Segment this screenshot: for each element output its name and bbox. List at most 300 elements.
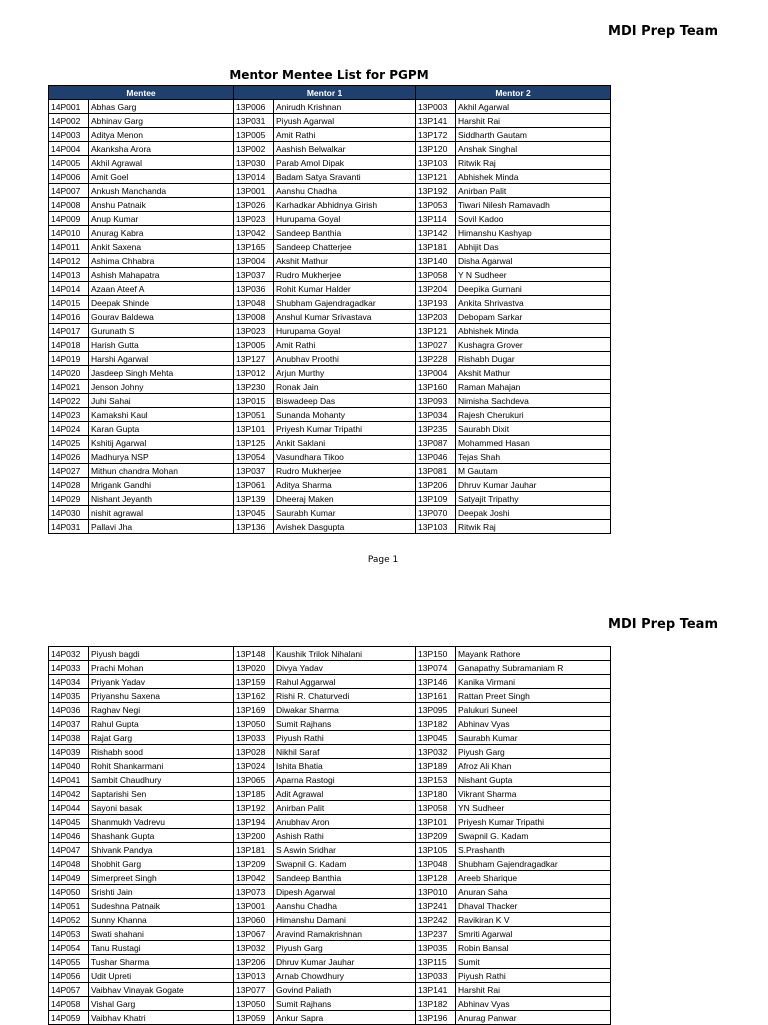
- mentee-name: Tushar Sharma: [89, 955, 234, 969]
- table-row: [49, 324, 611, 338]
- mentee-name: Priyank Yadav: [89, 675, 234, 689]
- mentor1-id: 13P026: [234, 198, 274, 212]
- mentee-id: 14P009: [49, 212, 89, 226]
- mentor2-name: Anshak Singhal: [456, 142, 611, 156]
- mentor1-id: 13P028: [234, 745, 274, 759]
- mentee-name: Rajat Garg: [89, 731, 234, 745]
- mentor1-id: 13P136: [234, 520, 274, 534]
- mentee-id: 14P020: [49, 366, 89, 380]
- mentor2-name: Himanshu Kashyap: [456, 226, 611, 240]
- mentor2-name: Sovil Kadoo: [456, 212, 611, 226]
- mentor1-name: Avishek Dasgupta: [274, 520, 416, 534]
- mentor2-name: Priyesh Kumar Tripathi: [456, 815, 611, 829]
- table-row: [49, 773, 611, 787]
- mentor1-id: 13P013: [234, 969, 274, 983]
- mentee-name: Srishti Jain: [89, 885, 234, 899]
- mentee-name: Udit Upreti: [89, 969, 234, 983]
- mentee-id: 14P010: [49, 226, 89, 240]
- mentor2-name: Rajesh Cherukuri: [456, 408, 611, 422]
- mentor2-name: Kushagra Grover: [456, 338, 611, 352]
- mentor2-name: Nimisha Sachdeva: [456, 394, 611, 408]
- mentee-name: Vaibhav Khatri: [89, 1011, 234, 1025]
- page-title: Mentor Mentee List for PGPM: [229, 68, 429, 82]
- mentee-id: 14P051: [49, 899, 89, 913]
- mentor1-name: Piyush Garg: [274, 941, 416, 955]
- mentee-id: 14P019: [49, 352, 89, 366]
- mentor1-name: Badam Satya Sravanti: [274, 170, 416, 184]
- table-row: [49, 128, 611, 142]
- mentor2-id: 13P058: [416, 268, 456, 282]
- mentor1-id: 13P005: [234, 128, 274, 142]
- mentor1-id: 13P077: [234, 983, 274, 997]
- mentee-name: Swati shahani: [89, 927, 234, 941]
- mentor1-id: 13P004: [234, 254, 274, 268]
- table-row: [49, 941, 611, 955]
- mentor1-id: 13P067: [234, 927, 274, 941]
- mentee-id: 14P032: [49, 647, 89, 661]
- mentee-id: 14P013: [49, 268, 89, 282]
- mentor2-id: 13P237: [416, 927, 456, 941]
- team-label-page2: MDI Prep Team: [608, 617, 718, 632]
- mentor2-name: Siddharth Gautam: [456, 128, 611, 142]
- mentee-id: 14P004: [49, 142, 89, 156]
- mentor1-name: Ankur Sapra: [274, 1011, 416, 1025]
- table-row: [49, 955, 611, 969]
- mentor1-id: 13P065: [234, 773, 274, 787]
- mentor1-name: Sandeep Banthia: [274, 226, 416, 240]
- mentor2-id: 13P101: [416, 815, 456, 829]
- mentee-id: 14P048: [49, 857, 89, 871]
- table-row: [49, 338, 611, 352]
- mentor1-name: Ishita Bhatia: [274, 759, 416, 773]
- table-row: [49, 815, 611, 829]
- mentor2-id: 13P032: [416, 745, 456, 759]
- header-mentee: Mentee: [49, 86, 234, 100]
- mentor1-id: 13P037: [234, 464, 274, 478]
- table-row: [49, 969, 611, 983]
- mentor1-name: Anirban Palit: [274, 801, 416, 815]
- mentor2-id: 13P081: [416, 464, 456, 478]
- mentee-name: Sunny Khanna: [89, 913, 234, 927]
- mentee-id: 14P029: [49, 492, 89, 506]
- mentee-name: Kshitij Agarwal: [89, 436, 234, 450]
- mentee-id: 14P038: [49, 731, 89, 745]
- mentor2-name: Ritwik Raj: [456, 520, 611, 534]
- mentor1-name: Adit Agrawal: [274, 787, 416, 801]
- mentor2-id: 13P095: [416, 703, 456, 717]
- mentor1-id: 13P194: [234, 815, 274, 829]
- mentee-id: 14P049: [49, 871, 89, 885]
- mentor1-name: Amit Rathi: [274, 128, 416, 142]
- mentor1-name: Piyush Rathi: [274, 731, 416, 745]
- mentor2-name: Satyajit Tripathy: [456, 492, 611, 506]
- mentee-id: 14P035: [49, 689, 89, 703]
- mentor2-id: 13P142: [416, 226, 456, 240]
- mentor1-name: Arjun Murthy: [274, 366, 416, 380]
- table-row: [49, 254, 611, 268]
- mentor2-id: 13P196: [416, 1011, 456, 1025]
- mentee-id: 14P034: [49, 675, 89, 689]
- mentor1-name: Dheeraj Maken: [274, 492, 416, 506]
- table-row: [49, 422, 611, 436]
- mentor1-name: Ankit Saklani: [274, 436, 416, 450]
- mentor1-id: 13P209: [234, 857, 274, 871]
- mentor2-id: 13P010: [416, 885, 456, 899]
- mentor2-id: 13P160: [416, 380, 456, 394]
- table-row: [49, 506, 611, 520]
- mentor1-id: 13P020: [234, 661, 274, 675]
- mentor1-id: 13P230: [234, 380, 274, 394]
- table-row: [49, 829, 611, 843]
- mentor1-id: 13P162: [234, 689, 274, 703]
- mentor1-name: Rishi R. Chaturvedi: [274, 689, 416, 703]
- mentor1-name: Saurabh Kumar: [274, 506, 416, 520]
- mentor1-id: 13P037: [234, 268, 274, 282]
- mentor1-name: Biswadeep Das: [274, 394, 416, 408]
- mentor2-id: 13P121: [416, 170, 456, 184]
- mentee-id: 14P053: [49, 927, 89, 941]
- mentor2-name: Areeb Sharique: [456, 871, 611, 885]
- mentor1-name: Aashish Belwalkar: [274, 142, 416, 156]
- mentee-name: Deepak Shinde: [89, 296, 234, 310]
- table-row: [49, 857, 611, 871]
- mentor2-name: YN Sudheer: [456, 801, 611, 815]
- mentor1-name: Arnab Chowdhury: [274, 969, 416, 983]
- mentor1-name: Piyush Agarwal: [274, 114, 416, 128]
- mentor2-id: 13P087: [416, 436, 456, 450]
- mentee-name: Mithun chandra Mohan: [89, 464, 234, 478]
- mentor2-id: 13P120: [416, 142, 456, 156]
- mentor2-id: 13P121: [416, 324, 456, 338]
- table-row: [49, 675, 611, 689]
- mentor1-name: Anubhav Proothi: [274, 352, 416, 366]
- mentor2-name: Disha Agarwal: [456, 254, 611, 268]
- table-row: [49, 156, 611, 170]
- mentor1-id: 13P024: [234, 759, 274, 773]
- table-row: [49, 268, 611, 282]
- mentor1-name: Aravind Ramakrishnan: [274, 927, 416, 941]
- mentor1-name: Aparna Rastogi: [274, 773, 416, 787]
- mentor2-name: Abhijit Das: [456, 240, 611, 254]
- mentee-name: nishit agrawal: [89, 506, 234, 520]
- mentor1-name: Rudro Mukherjee: [274, 268, 416, 282]
- mentee-id: 14P017: [49, 324, 89, 338]
- mentor2-id: 13P182: [416, 717, 456, 731]
- mentor2-name: Vikrant Sharma: [456, 787, 611, 801]
- mentor1-id: 13P192: [234, 801, 274, 815]
- mentor2-id: 13P103: [416, 156, 456, 170]
- mentee-id: 14P028: [49, 478, 89, 492]
- mentee-id: 14P024: [49, 422, 89, 436]
- table-row: [49, 689, 611, 703]
- mentor2-name: Mayank Rathore: [456, 647, 611, 661]
- mentee-name: Prachi Mohan: [89, 661, 234, 675]
- mentor2-id: 13P181: [416, 240, 456, 254]
- mentor1-id: 13P045: [234, 506, 274, 520]
- mentee-id: 14P005: [49, 156, 89, 170]
- mentee-id: 14P055: [49, 955, 89, 969]
- mentor1-name: Diwakar Sharma: [274, 703, 416, 717]
- table-row: [49, 100, 611, 114]
- table-row: [49, 198, 611, 212]
- mentee-id: 14P014: [49, 282, 89, 296]
- mentee-name: Shashank Gupta: [89, 829, 234, 843]
- mentee-name: Raghav Negi: [89, 703, 234, 717]
- mentee-name: Priyanshu Saxena: [89, 689, 234, 703]
- table-row: [49, 703, 611, 717]
- table-row: [49, 745, 611, 759]
- mentor2-id: 13P204: [416, 282, 456, 296]
- mentor1-id: 13P048: [234, 296, 274, 310]
- mentor1-id: 13P050: [234, 997, 274, 1011]
- mentor1-name: Hurupama Goyal: [274, 212, 416, 226]
- mentor1-id: 13P185: [234, 787, 274, 801]
- mentor2-name: Robin Bansal: [456, 941, 611, 955]
- mentee-id: 14P058: [49, 997, 89, 1011]
- table-row: [49, 759, 611, 773]
- mentor2-name: Sumit: [456, 955, 611, 969]
- mentor1-name: Shubham Gajendragadkar: [274, 296, 416, 310]
- mentee-id: 14P036: [49, 703, 89, 717]
- mentor2-name: Rattan Preet Singh: [456, 689, 611, 703]
- mentor1-name: Divya Yadav: [274, 661, 416, 675]
- mentor1-id: 13P001: [234, 184, 274, 198]
- mentee-name: Shivank Pandya: [89, 843, 234, 857]
- mentee-id: 14P052: [49, 913, 89, 927]
- mentee-id: 14P007: [49, 184, 89, 198]
- mentor2-id: 13P093: [416, 394, 456, 408]
- mentor1-name: Nikhil Saraf: [274, 745, 416, 759]
- mentor2-id: 13P114: [416, 212, 456, 226]
- mentee-id: 14P002: [49, 114, 89, 128]
- mentee-name: Akhil Agrawal: [89, 156, 234, 170]
- mentor2-name: Dhaval Thacker: [456, 899, 611, 913]
- mentor1-name: Priyesh Kumar Tripathi: [274, 422, 416, 436]
- mentor2-name: Dhruv Kumar Jauhar: [456, 478, 611, 492]
- mentee-id: 14P037: [49, 717, 89, 731]
- mentor2-id: 13P105: [416, 843, 456, 857]
- mentor2-id: 13P058: [416, 801, 456, 815]
- mentor2-id: 13P034: [416, 408, 456, 422]
- mentee-name: Jasdeep Singh Mehta: [89, 366, 234, 380]
- mentor1-id: 13P148: [234, 647, 274, 661]
- table-row: [49, 520, 611, 534]
- mentor2-name: Saurabh Kumar: [456, 731, 611, 745]
- mentee-name: Abhas Garg: [89, 100, 234, 114]
- mentor2-name: Afroz Ali Khan: [456, 759, 611, 773]
- mentor2-id: 13P203: [416, 310, 456, 324]
- mentor-table-page2: [48, 646, 611, 1025]
- table-row: [49, 787, 611, 801]
- mentor1-id: 13P139: [234, 492, 274, 506]
- mentee-id: 14P044: [49, 801, 89, 815]
- mentor2-name: Tejas Shah: [456, 450, 611, 464]
- mentor2-name: Ravikiran K V: [456, 913, 611, 927]
- mentor1-name: Amit Rathi: [274, 338, 416, 352]
- mentor1-name: Sumit Rajhans: [274, 717, 416, 731]
- mentor2-id: 13P141: [416, 983, 456, 997]
- mentor1-name: Aanshu Chadha: [274, 899, 416, 913]
- mentor1-name: Rohit Kumar Halder: [274, 282, 416, 296]
- mentee-name: Akanksha Arora: [89, 142, 234, 156]
- mentee-name: Rahul Gupta: [89, 717, 234, 731]
- mentor1-name: S Aswin Sridhar: [274, 843, 416, 857]
- mentor1-id: 13P023: [234, 212, 274, 226]
- mentor1-id: 13P002: [234, 142, 274, 156]
- mentee-name: Gurunath S: [89, 324, 234, 338]
- mentee-name: Rohit Shankarmani: [89, 759, 234, 773]
- mentor2-name: Piyush Garg: [456, 745, 611, 759]
- mentor2-id: 13P003: [416, 100, 456, 114]
- table-row: [49, 1011, 611, 1025]
- mentor1-id: 13P012: [234, 366, 274, 380]
- mentee-name: Piyush bagdi: [89, 647, 234, 661]
- mentor2-id: 13P035: [416, 941, 456, 955]
- mentee-id: 14P054: [49, 941, 89, 955]
- table-row: [49, 801, 611, 815]
- mentee-id: 14P015: [49, 296, 89, 310]
- mentor2-id: 13P115: [416, 955, 456, 969]
- mentor2-name: Rishabh Dugar: [456, 352, 611, 366]
- mentee-id: 14P003: [49, 128, 89, 142]
- mentor1-id: 13P050: [234, 717, 274, 731]
- mentee-name: Juhi Sahai: [89, 394, 234, 408]
- mentee-id: 14P041: [49, 773, 89, 787]
- mentee-id: 14P021: [49, 380, 89, 394]
- mentee-id: 14P030: [49, 506, 89, 520]
- table-row: [49, 871, 611, 885]
- table-row: [49, 142, 611, 156]
- table-row: [49, 983, 611, 997]
- mentor2-name: Abhinav Vyas: [456, 997, 611, 1011]
- mentor2-id: 13P004: [416, 366, 456, 380]
- table-row: [49, 296, 611, 310]
- mentor1-name: Sandeep Chatterjee: [274, 240, 416, 254]
- mentee-id: 14P050: [49, 885, 89, 899]
- mentor1-name: Himanshu Damani: [274, 913, 416, 927]
- mentee-name: Rishabh sood: [89, 745, 234, 759]
- mentee-name: Simerpreet Singh: [89, 871, 234, 885]
- mentor2-id: 13P228: [416, 352, 456, 366]
- mentor2-id: 13P161: [416, 689, 456, 703]
- mentee-id: 14P056: [49, 969, 89, 983]
- mentor2-name: S.Prashanth: [456, 843, 611, 857]
- mentee-id: 14P011: [49, 240, 89, 254]
- mentee-name: Vaibhav Vinayak Gogate: [89, 983, 234, 997]
- mentor2-name: Palukuri Suneel: [456, 703, 611, 717]
- table-row: [49, 184, 611, 198]
- mentor2-id: 13P141: [416, 114, 456, 128]
- mentor2-name: Abhinav Vyas: [456, 717, 611, 731]
- mentor2-id: 13P053: [416, 198, 456, 212]
- mentor2-name: Saurabh Dixit: [456, 422, 611, 436]
- mentee-name: Ashish Mahapatra: [89, 268, 234, 282]
- table-row: [49, 380, 611, 394]
- mentor2-name: Harshit Rai: [456, 114, 611, 128]
- mentor1-id: 13P206: [234, 955, 274, 969]
- table-row: [49, 282, 611, 296]
- mentor2-id: 13P182: [416, 997, 456, 1011]
- mentor2-name: Swapnil G. Kadam: [456, 829, 611, 843]
- table-row: [49, 913, 611, 927]
- mentor2-id: 13P048: [416, 857, 456, 871]
- mentee-name: Sudeshna Patnaik: [89, 899, 234, 913]
- mentor1-id: 13P036: [234, 282, 274, 296]
- mentee-name: Sayoni basak: [89, 801, 234, 815]
- mentor1-id: 13P059: [234, 1011, 274, 1025]
- mentor2-name: Kanika Virmani: [456, 675, 611, 689]
- mentor2-id: 13P172: [416, 128, 456, 142]
- mentee-id: 14P045: [49, 815, 89, 829]
- table-row: [49, 240, 611, 254]
- mentee-id: 14P027: [49, 464, 89, 478]
- mentee-name: Vishal Garg: [89, 997, 234, 1011]
- mentor2-id: 13P128: [416, 871, 456, 885]
- mentor2-name: Shubham Gajendragadkar: [456, 857, 611, 871]
- header-mentor-1: Mentor 1: [234, 86, 416, 100]
- mentor1-id: 13P061: [234, 478, 274, 492]
- mentee-id: 14P046: [49, 829, 89, 843]
- mentee-name: Pallavi Jha: [89, 520, 234, 534]
- mentor1-id: 13P033: [234, 731, 274, 745]
- mentor2-name: Abhishek Minda: [456, 170, 611, 184]
- mentor2-name: Ritwik Raj: [456, 156, 611, 170]
- mentor1-id: 13P200: [234, 829, 274, 843]
- mentor2-name: Abhishek Minda: [456, 324, 611, 338]
- mentee-name: Harshi Agarwal: [89, 352, 234, 366]
- mentor1-id: 13P008: [234, 310, 274, 324]
- mentor1-name: Govind Paliath: [274, 983, 416, 997]
- mentor1-name: Karhadkar Abhidnya Girish: [274, 198, 416, 212]
- table-row: [49, 661, 611, 675]
- mentee-id: 14P016: [49, 310, 89, 324]
- mentee-id: 14P006: [49, 170, 89, 184]
- mentor1-name: Aanshu Chadha: [274, 184, 416, 198]
- mentee-id: 14P042: [49, 787, 89, 801]
- table-row: [49, 212, 611, 226]
- mentor1-id: 13P165: [234, 240, 274, 254]
- table-row: [49, 885, 611, 899]
- mentor2-name: Akhil Agarwal: [456, 100, 611, 114]
- mentor1-id: 13P032: [234, 941, 274, 955]
- mentor1-id: 13P159: [234, 675, 274, 689]
- mentee-name: Ankit Saxena: [89, 240, 234, 254]
- mentor2-id: 13P074: [416, 661, 456, 675]
- mentor2-name: Anurag Panwar: [456, 1011, 611, 1025]
- mentor1-id: 13P125: [234, 436, 274, 450]
- mentor1-name: Parab Amol Dipak: [274, 156, 416, 170]
- mentor2-name: Raman Mahajan: [456, 380, 611, 394]
- mentee-name: Aditya Menon: [89, 128, 234, 142]
- mentor2-id: 13P046: [416, 450, 456, 464]
- mentee-name: Azaan Ateef A: [89, 282, 234, 296]
- mentor2-name: Y N Sudheer: [456, 268, 611, 282]
- mentor2-id: 13P153: [416, 773, 456, 787]
- mentee-name: Karan Gupta: [89, 422, 234, 436]
- mentor2-id: 13P146: [416, 675, 456, 689]
- mentee-name: Madhurya NSP: [89, 450, 234, 464]
- mentor2-id: 13P109: [416, 492, 456, 506]
- mentor1-id: 13P051: [234, 408, 274, 422]
- header-mentor-2: Mentor 2: [416, 86, 611, 100]
- mentor1-id: 13P101: [234, 422, 274, 436]
- table-row: [49, 450, 611, 464]
- mentor-table-page1: [48, 85, 611, 534]
- mentor2-id: 13P242: [416, 913, 456, 927]
- table-row: [49, 394, 611, 408]
- mentor2-id: 13P140: [416, 254, 456, 268]
- mentee-id: 14P033: [49, 661, 89, 675]
